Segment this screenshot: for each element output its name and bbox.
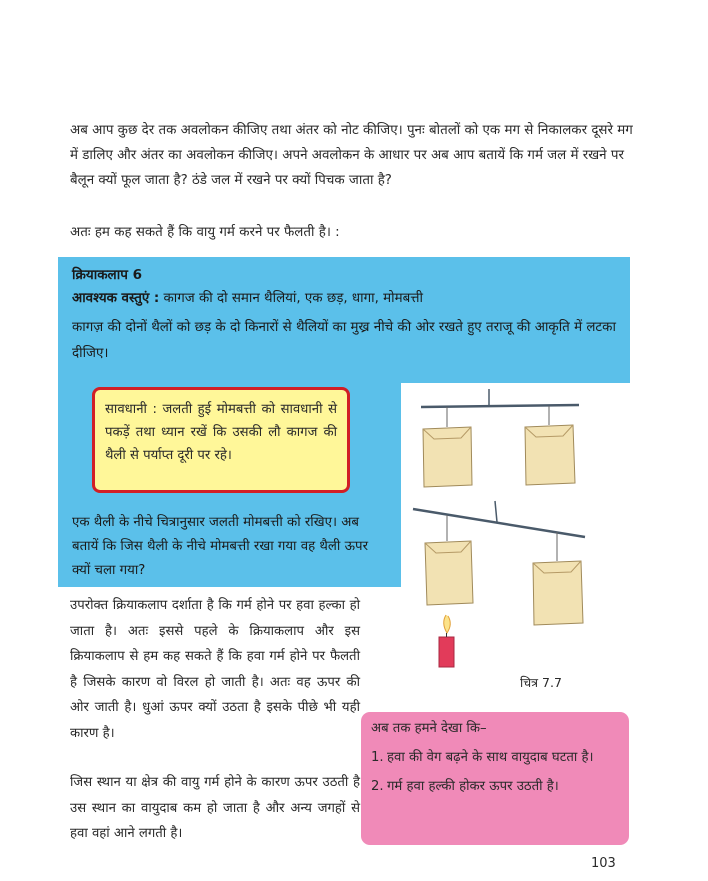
intro-paragraph-1: अब आप कुछ देर तक अवलोकन कीजिए तथा अंतर को नोट कीजिए। पुनः बोतलों को एक मग से निकालकर दूसरे मग में डालिए और अंतर का अवलोकन कीजिए। अपने अवलोकन के आधार पर अब आप बतायें कि गर्म जल में रखने पर बैलून क्यों फूल जाता है? ठंडे जल में रखने पर क्यों पिचक जाता है? bbox=[70, 123, 633, 188]
activity-instructions: कागज़ की दोनों थैलों को छड़ के दो किनारों से थैलियों का मुख्र नीचे की ओर रखते हुए तराजू की आकृति में लटका दीजिए। bbox=[72, 320, 616, 361]
top-left-bag bbox=[423, 427, 472, 487]
activity-title: क्रियाकलाप 6 bbox=[72, 267, 142, 283]
summary-box bbox=[361, 712, 629, 845]
lower-left-bag-heated bbox=[425, 541, 473, 605]
activity-question: एक थैली के नीचे चित्रानुसार जलती मोमबत्ती को रखिए। अब बतायें कि जिस थैली के नीचे मोमबत्ती रखा गया वह थैली ऊपर क्यों चला गया? bbox=[72, 515, 369, 578]
summary-item-text: गर्म हवा हल्की होकर ऊपर उठती है। bbox=[387, 779, 559, 794]
lower-rod bbox=[413, 509, 585, 537]
explanation-paragraph-1: उपरोक्त क्रियाकलाप दर्शाता है कि गर्म होने पर हवा हल्का हो जाता है। अतः इससे पहले के क्रियाकलाप और इस क्रियाकलाप से हम कह सकते हैं कि हवा गर्म होने पर फैलती है जिसके कारण वो विरल हो जाती है। अतः वह ऊपर की ओर जाती है। धुआं ऊपर क्यों उठता है इसके पीछे भी यही कारण है। bbox=[70, 598, 360, 741]
materials-label: आवश्यक वस्तुएं : bbox=[72, 291, 160, 306]
top-rod bbox=[421, 405, 579, 407]
summary-item-text: हवा की वेग बढ़ने के साथ वायुदाब घटता है। bbox=[387, 750, 594, 765]
summary-item-number: 1. bbox=[371, 750, 384, 765]
summary-item-number: 2. bbox=[371, 779, 384, 794]
candle-icon bbox=[439, 615, 454, 667]
summary-item bbox=[371, 775, 619, 798]
figure-illustration bbox=[401, 383, 630, 681]
page-number: 103 bbox=[591, 856, 616, 871]
figure-caption: चित्र 7.7 bbox=[520, 675, 562, 690]
lower-hanger-thread bbox=[495, 501, 497, 522]
explanation-paragraph-2: जिस स्थान या क्षेत्र की वायु गर्म होने के कारण ऊपर उठती है उस स्थान का वायुदाब कम हो जाता है और अन्य जगहों से हवा वहां आने लगती है। bbox=[70, 775, 360, 841]
lower-right-bag bbox=[533, 561, 583, 625]
activity-materials bbox=[72, 288, 423, 306]
materials-list: कागज की दो समान थैलियां, एक छड़, धागा, मोमबत्ती bbox=[159, 291, 423, 306]
top-right-bag bbox=[525, 425, 575, 485]
caution-box: सावधानी : जलती हुई मोमबत्ती को सावधानी से पकड़ें तथा ध्यान रखें कि उसकी लौ कागज की थैली से पर्याप्त दूरी पर रहे। bbox=[92, 387, 350, 493]
intro-paragraph-2: अतः हम कह सकते हैं कि वायु गर्म करने पर फैलती है। : bbox=[70, 225, 340, 240]
summary-heading: अब तक हमने देखा कि– bbox=[371, 721, 487, 736]
summary-item bbox=[371, 746, 619, 769]
balance-bags-illustration bbox=[401, 383, 630, 681]
